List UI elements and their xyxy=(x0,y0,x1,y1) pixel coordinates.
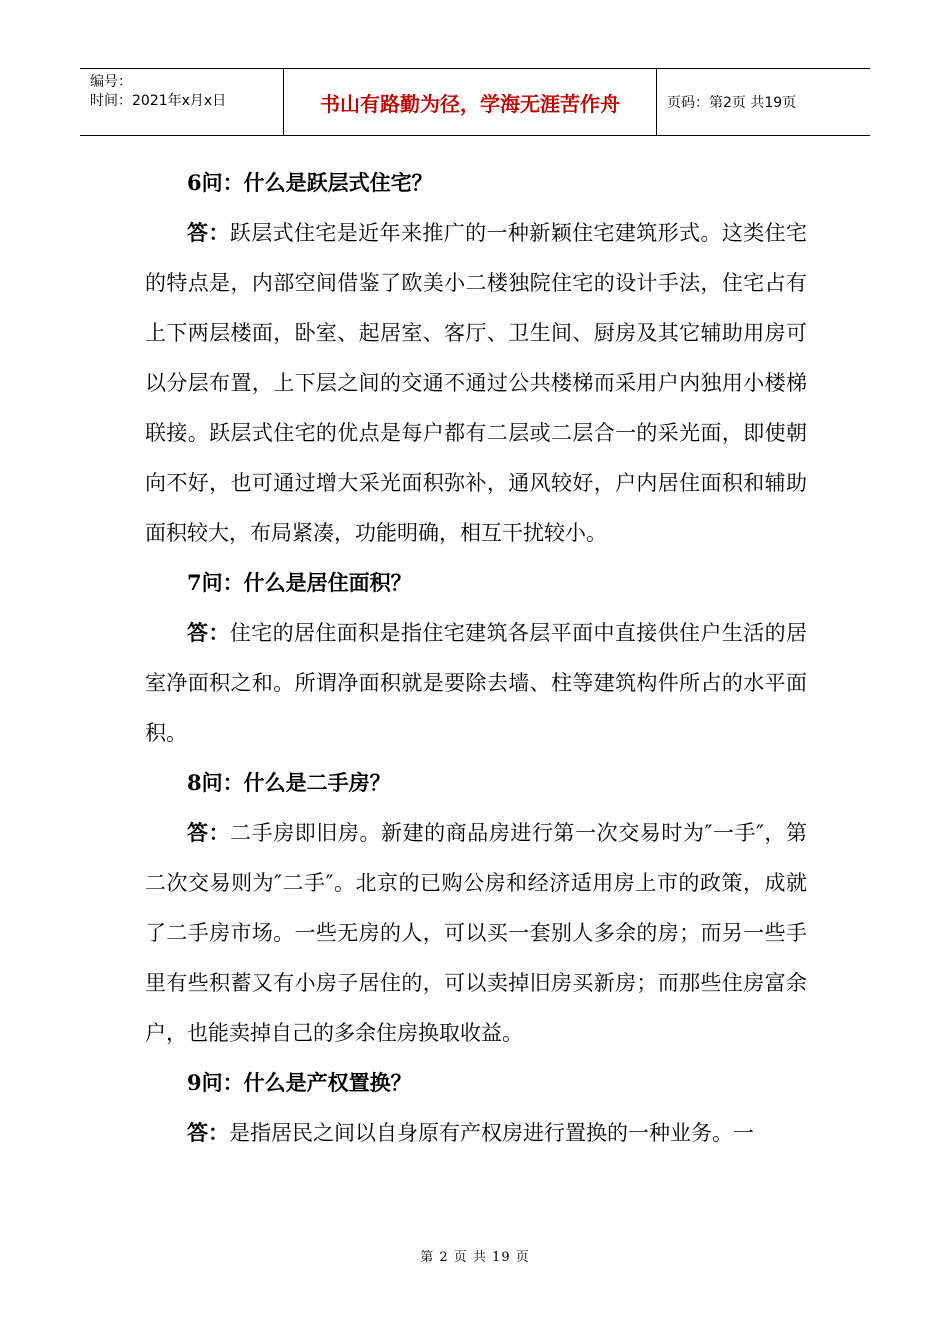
answer-8 xyxy=(145,808,807,1058)
document-time-label: 时间：2021年x月x日 xyxy=(90,93,227,109)
page-header xyxy=(80,68,870,136)
header-motto: 书山有路勤为径，学海无涯苦作舟 xyxy=(283,69,657,135)
answer-text: 跃层式住宅是近年来推广的一种新颖住宅建筑形式。这类住宅的特点是，内部空间借鉴了欧美小二楼独院住宅的设计手法，住宅占有上下两层楼面，卧室、起居室、客厅、卫生间、厨房及其它辅助用房可以分层布置，上下层之间的交通不通过公共楼梯而采用户内独用小楼梯联接。跃层式住宅的优点是每户都有二层或二层合一的采光面，即使朝向不好，也可通过增大采光面积弥补，通风较好，户内居住面积和辅助面积较大，布局紧凑，功能明确，相互干扰较小。 xyxy=(145,221,808,545)
document-body xyxy=(145,158,807,1158)
answer-label: 答： xyxy=(187,220,230,245)
page-footer: 第 2 页 共 19 页 xyxy=(420,1250,530,1265)
answer-label: 答： xyxy=(187,820,231,845)
answer-text: 住宅的居住面积是指住宅建筑各层平面中直接供住户生活的居室净面积之和。所谓净面积就是要除去墙、柱等建筑构件所占的水平面积。 xyxy=(145,621,808,745)
document-number-label: 编号： xyxy=(90,74,132,90)
answer-text: 是指居民之间以自身原有产权房进行置换的一种业务。一 xyxy=(229,1121,754,1145)
answer-text: 二手房即旧房。新建的商品房进行第一次交易时为″一手″，第二次交易则为″二手″。北京的已购公房和经济适用房上市的政策，成就了二手房市场。一些无房的人，可以买一套别人多余的房；而另一些手里有些积蓄又有小房子居住的，可以卖掉旧房买新房；而那些住房富余户，也能卖掉自己的多余住房换取收益。 xyxy=(145,821,807,1045)
question-7: 7问：什么是居住面积？ xyxy=(187,570,412,595)
answer-7 xyxy=(145,608,807,758)
answer-6 xyxy=(145,208,807,558)
header-page-info: 页码：第2页 共19页 xyxy=(667,95,797,111)
answer-label: 答： xyxy=(187,1120,229,1145)
header-meta xyxy=(80,69,283,135)
answer-label: 答： xyxy=(187,620,230,645)
question-8: 8问：什么是二手房？ xyxy=(187,770,391,795)
question-6: 6问：什么是跃层式住宅？ xyxy=(187,170,433,195)
question-9: 9问：什么是产权置换？ xyxy=(187,1070,412,1095)
answer-9 xyxy=(145,1108,807,1158)
